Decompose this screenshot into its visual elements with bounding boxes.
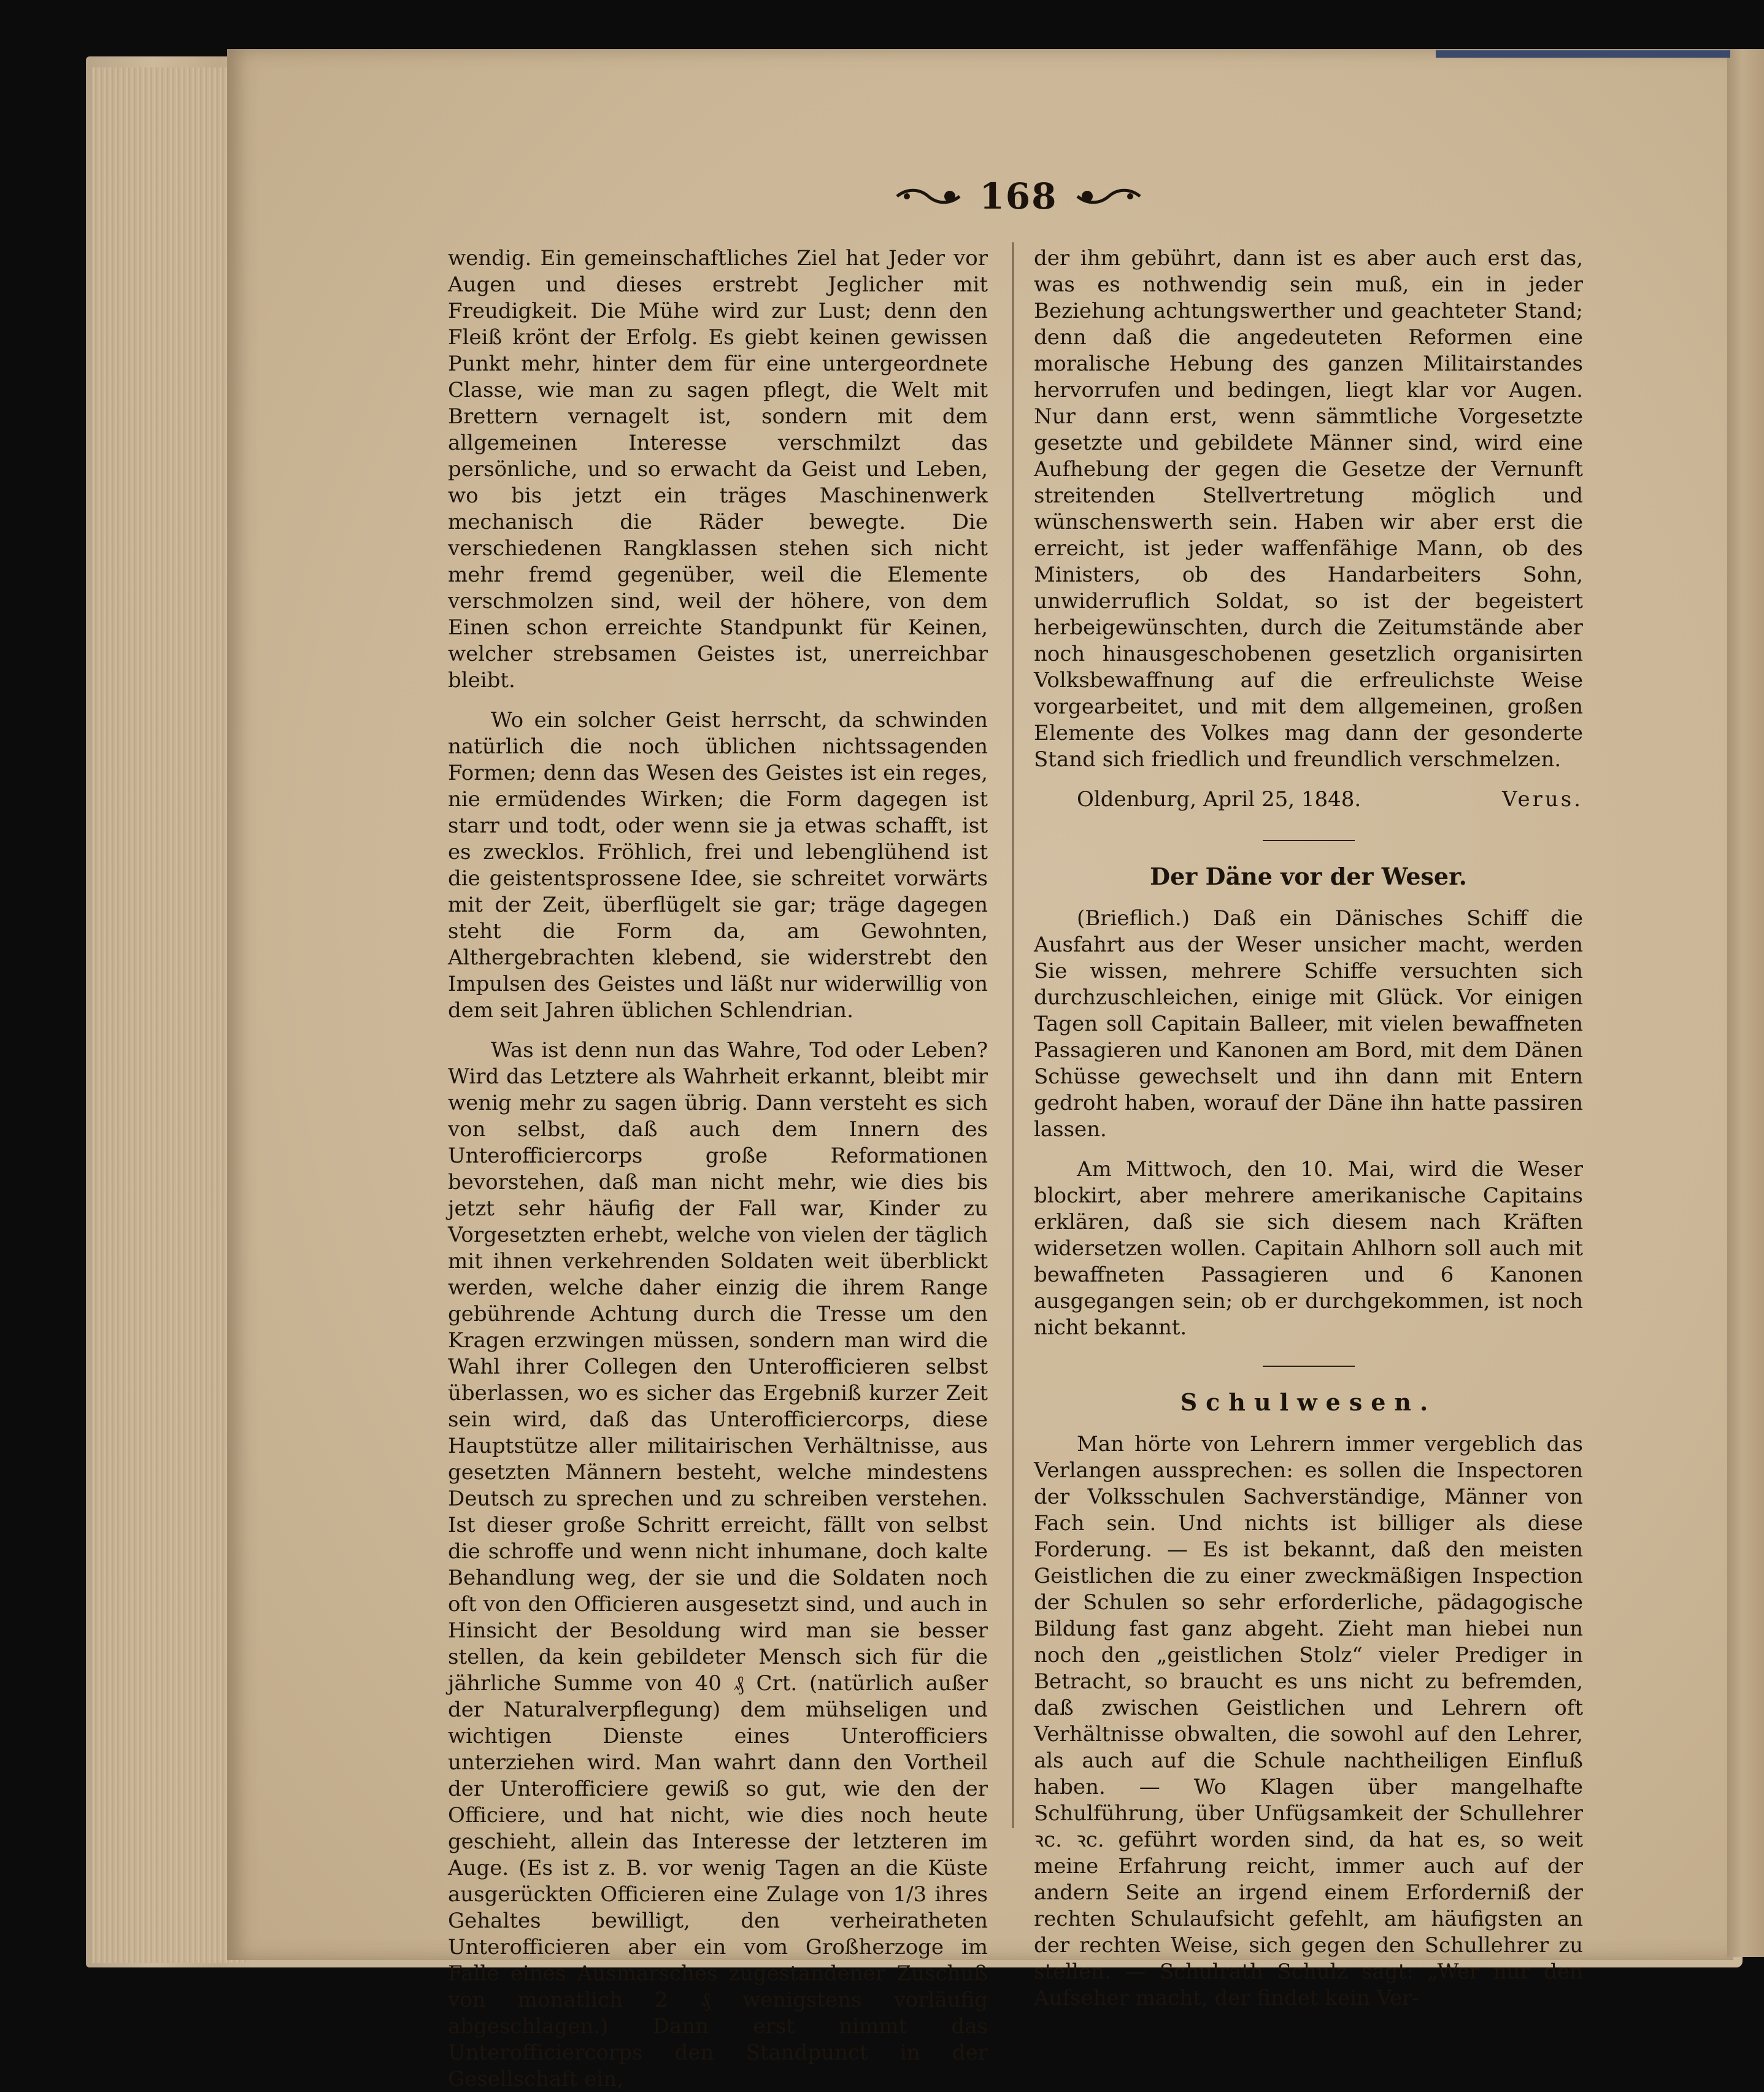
- column-divider: [1012, 242, 1014, 1828]
- left-paragraph-2: Wo ein solcher Geist herrscht, da schwinden natürlich die noch üblichen nichtssagenden Formen; denn das Wesen des Geistes ist ein reges, nie ermüdendes Wirken; die Form dagegen ist starr und todt, oder wenn sie ja etwas schafft, ist es zwecklos. Fröhlich, frei und lebenglühend ist die geistentsprossene Idee, sie schreitet vorwärts mit der Zeit, überflügelt sie gar; träge dagegen steht die Form da, am Gewohnten, Althergebrachten klebend, sie widerstrebt den Impulsen des Geistes und läßt nur widerwillig von dem seit Jahren üblichen Schlendrian.: [448, 708, 988, 1023]
- page-header: [871, 172, 1166, 221]
- daene-paragraph-2: Am Mittwoch, den 10. Mai, wird die Weser blockirt, aber mehrere amerikanische Capitains erklären, daß sie sich diesem nach Kräften widersetzen wollen. Capitain Ahlhorn soll auch mit bewaffneten Passagieren und 6 Kanonen ausgegangen sein; ob er durchgekommen, ist noch nicht bekannt.: [1034, 1157, 1583, 1340]
- page-edges: [92, 67, 245, 1963]
- signature-author: Verus.: [1502, 787, 1583, 812]
- right-column: [1034, 245, 1583, 2025]
- article-signature: [1034, 786, 1583, 813]
- schulwesen-paragraph: Man hörte von Lehrern immer vergeblich das Verlangen aussprechen: es sollen die Inspectoren der Volksschulen Sachverständige, Männer von Fach sein. Und nichts ist billiger als diese Forderung. — Es ist bekannt, daß den meisten Geistlichen die zu einer zweckmäßigen Inspection der Schulen so sehr erforderliche, pädagogische Bildung fast ganz abgeht. Zieht man hiebei nun noch den „geistlichen Stolz“ vieler Prediger in Betracht, so braucht es uns nicht zu befremden, daß zwischen Geistlichen und Lehrern oft Verhältnisse obwalten, die sowohl auf den Lehrer, als auch auf die Schule nachtheiligen Einfluß haben. — Wo Klagen über mangelhafte Schulführung, über Unfügsamkeit der Schullehrer ꝛc. ꝛc. geführt worden sind, da hat es, so weit meine Erfahrung reicht, immer auch auf der andern Seite an irgend einem Erforderniß der rechten Schulaufsicht gefehlt, am häufigsten an der rechten Weise, sich gegen den Schullehrer zu stellen. — Schulrath Schulz sagt: „Wer nur den Aufseher macht, der findet kein Ver-: [1034, 1432, 1583, 2010]
- page-number: 168: [979, 175, 1058, 217]
- left-paragraph-1: wendig. Ein gemeinschaftliches Ziel hat Jeder vor Augen und dieses erstrebt Jeglicher mit Freudigkeit. Die Mühe wird zur Lust; denn den Fleiß krönt der Erfolg. Es giebt keinen gewissen Punkt mehr, hinter dem für eine untergeordnete Classe, wie man zu sagen pflegt, die Welt mit Brettern vernagelt ist, sondern mit dem allgemeinen Interesse verschmilzt das persönliche, und so erwacht da Geist und Leben, wo bis jetzt ein träges Maschinenwerk mechanisch die Räder bewegte. Die verschiedenen Rangklassen stehen sich nicht mehr fremd gegenüber, weil die Elemente verschmolzen sind, weil der höhere, von dem Einen schon erreichte Standpunkt für Keinen, welcher strebsamen Geistes ist, unerreichbar bleibt.: [448, 246, 988, 693]
- binding-strip: [1436, 50, 1730, 58]
- right-continuation: der ihm gebührt, dann ist es aber auch erst das, was es nothwendig sein muß, ein in jeder Beziehung achtungswerther und geachteter Stand; denn daß die angedeuteten Reformen eine moralische Hebung des ganzen Militairstandes hervorrufen und bedingen, liegt klar vor Augen. Nur dann erst, wenn sämmtliche Vorgesetzte gesetzte und gebildete Männer sind, wird eine Aufhebung der gegen die Gesetze der Vernunft streitenden Stellvertretung möglich und wünschenswerth sein. Haben wir aber erst die erreicht, ist jeder waffenfähige Mann, ob des Ministers, ob des Handarbeiters Sohn, unwiderruflich Soldat, so ist der begeistert herbeigewünschten, durch die Zeitumstände aber noch hinausgeschobenen gesetzlich organisirten Volksbewaffnung auf die erfreulichste Weise vorgearbeitet, und mit dem allgemeinen, großen Elemente des Volkes mag dann der gesonderte Stand sich friedlich und freundlich verschmelzen.: [1034, 246, 1583, 772]
- right-ornament-icon: [1075, 182, 1142, 210]
- left-paragraph-3: Was ist denn nun das Wahre, Tod oder Leben? Wird das Letztere als Wahrheit erkannt, bleibt mir wenig mehr zu sagen übrig. Dann versteht es sich von selbst, daß auch dem Innern des Unterofficiercorps große Reformationen bevorstehen, daß man nicht mehr, wie dies bis jetzt sehr häufig der Fall war, Kinder zu Vorgesetzten erhebt, welche von vielen der täglich mit ihnen verkehrenden Soldaten weit überblickt werden, welche daher einzig die ihrem Range gebührende Achtung durch die Tresse um den Kragen erzwingen müssen, sondern man wird die Wahl ihrer Collegen den Unterofficieren selbst überlassen, wo es sicher das Ergebniß kurzer Zeit sein wird, daß das Unterofficiercorps, diese Hauptstütze aller militairischen Verhältnisse, aus gesetzten Männern besteht, welche mindestens Deutsch zu sprechen und zu schreiben verstehen. Ist dieser große Schritt erreicht, fällt von selbst die schroffe und wenn nicht inhumane, doch kalte Behandlung weg, der sie und die Soldaten noch oft von den Officieren ausgesetzt sind, und auch in Hinsicht der Besoldung wird man sie besser stellen, da kein gebildeter Mensch sich für die jährliche Summe von 40 ₰ Crt. (natürlich außer der Naturalverpflegung) dem mühseligen und wichtigen Dienste eines Unterofficiers unterziehen wird. Man wahrt dann den Vortheil der Unterofficiere gewiß so gut, wie den der Officiere, und hat nicht, wie dies noch heute geschieht, allein das Interesse der letzteren im Auge. (Es ist z. B. vor wenig Tagen an die Küste ausgerückten Officieren eine Zulage von 1/3 ihres Gehaltes bewilligt, den verheiratheten Unterofficieren aber ein vom Großherzoge im Falle eines Ausmarsches zugestandener Zuschuß von monatlich 2 ₰ wenigstens vorläufig abgeschlagen.) Dann erst nimmt das Unterofficiercorps den Standpunct in der Gesellschaft ein,: [448, 1038, 988, 2091]
- daene-paragraph-1: (Brieflich.) Daß ein Dänisches Schiff die Ausfahrt aus der Weser unsicher macht, werden Sie wissen, mehrere Schiffe versuchten sich durchzuschleichen, einige mit Glück. Vor einigen Tagen soll Capitain Balleer, mit vielen bewaffneten Passagieren und Kanonen am Bord, mit dem Dänen Schüsse gewechselt und ihn dann mit Entern gedroht haben, worauf der Däne ihn hatte passiren lassen.: [1034, 906, 1583, 1142]
- section-rule: [1263, 840, 1355, 841]
- section-title-schulwesen: Schulwesen.: [1180, 1388, 1437, 1416]
- signature-place-date: Oldenburg, April 25, 1848.: [1077, 787, 1362, 812]
- section-title-daene: Der Däne vor der Weser.: [1150, 863, 1467, 890]
- left-ornament-icon: [895, 182, 962, 210]
- right-page-edge: [1727, 49, 1764, 1957]
- left-column: [448, 245, 988, 2092]
- section-rule-2: [1263, 1366, 1355, 1367]
